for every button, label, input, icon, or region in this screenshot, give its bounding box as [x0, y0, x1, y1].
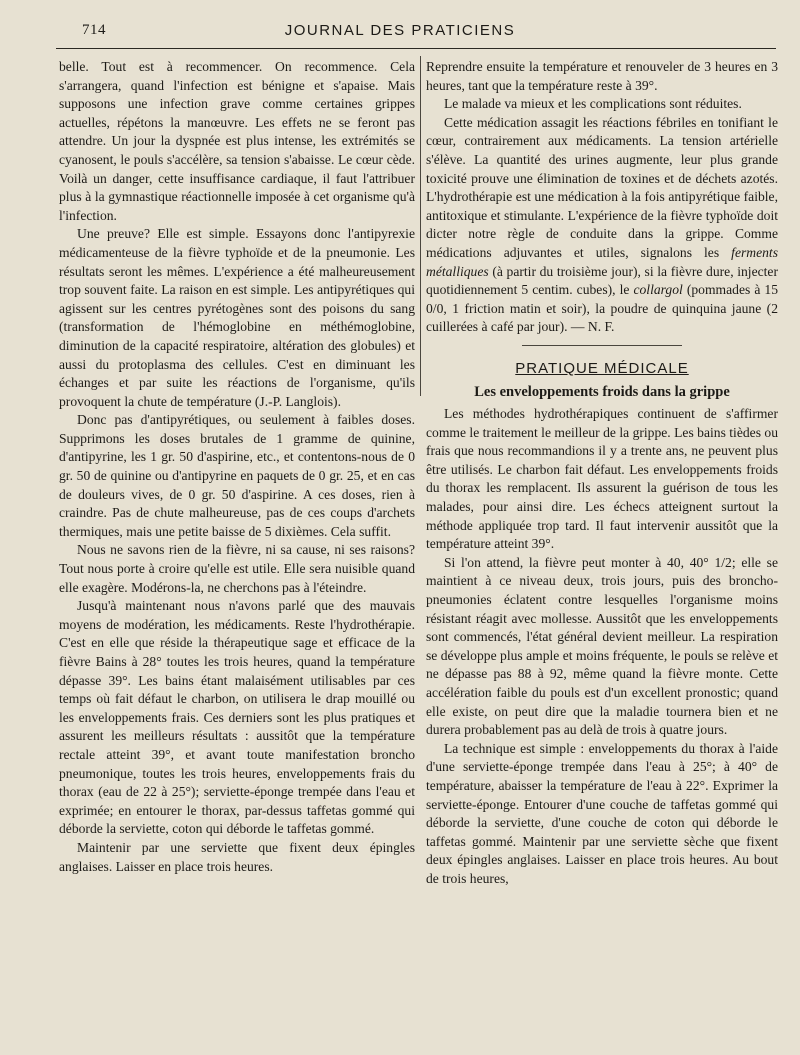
column-divider	[420, 56, 421, 396]
paragraph: Donc pas d'antipyrétiques, ou seulement à faibles doses. Supprimons les doses brutales de 1 gramme de quinine, d'antipyrine, les 1 gr. 50 d'aspirine, etc., et contentons-nous de 0 gr. 50 de quinine ou d'antipyrine en paquets de 0 gr. 25, et en cas de douleurs vives, de 0 gr. 50 d'aspirine. A ces doses, rien à craindre. Pas de chute malheureuse, pas de ces coups d'archets thermiques, mais une petite baisse de 5 dixièmes. Cela suffit.	[59, 412, 415, 539]
paragraph: La technique est simple : enveloppements du thorax à l'aide d'une serviette-éponge trempée dans l'eau à 25°; à 40° de température, abaisser la température de l'eau à 22°. Exprimer la serviette-éponge. Entourer d'une couche de taffetas gommé qui déborde la serviette, d'une couche de coton qui déborde le taffetas gommé. Maintenir par une serviette sèche que fixent deux épingles anglaises. Laisser en place trois heures. Au bout de trois heures,	[426, 740, 778, 886]
italic-term: ferments métalliques	[426, 244, 778, 279]
running-title: JOURNAL DES PRATICIENS	[284, 22, 516, 39]
paragraph-text: (pommades à 15 0/0, 1 friction matin et soir), la poudre de quinquina jaune (2 cuillerées à café par jour). — N. F.	[426, 282, 778, 335]
article-title: Les enveloppements froids dans la grippe	[474, 383, 730, 400]
paragraph: Jusqu'à maintenant nous n'avons parlé que des mauvais moyens de modération, les médicaments. Reste l'hydrothérapie. C'est en elle que réside la thérapeutique sage et efficace de la fièvre Bains à 28° toutes les trois heures, quand la température dépasse 39°. Les bains étant malaisément utilisables par ces temps où fait défaut le charbon, on utilisera le drap mouillé ou les enveloppements frais. Ces derniers sont les plus pratiques et assurent les meilleurs résultats : aussitôt que la température rectale atteint 39°, et avant toute manifestation broncho pneumonique, toutes les trois heures, enveloppements frais du thorax (eau de 22 à 25°); serviette-éponge trempée dans l'eau et exprimée; en entourer le thorax, par-dessus taffetas gommé qui déborde la serviette, coton qui déborde le taffetas gommé.	[59, 598, 415, 837]
paragraph-text: (à partir du troisième jour), si la fièvre dure, injecter quotidiennement 5 centim. cubes), le	[426, 263, 778, 298]
section-divider	[522, 345, 682, 346]
page-number: 714	[82, 22, 106, 38]
left-column	[59, 58, 415, 876]
italic-term: collargol	[633, 282, 683, 298]
paragraph: Une preuve? Elle est simple. Essayons donc l'antipyrexie médicamenteuse de la fièvre typhoïde et de la pneumonie. Les résultats seront les mêmes. L'expérience a été malheureusement trop souvent faite. La raison en est simple. Les antipyrétiques qui agissent sur les centres pyrétogènes sont des poisons du sang (transformation de l'hémoglobine en méthémoglobine, diminution de la capacité respiratoire, altération des globules) et aussi du protoplasma des cellules. C'est en diminuant les échanges et par suite les réactions de l'organisme, qu'ils provoquent la chute de température (J.-P. Langlois).	[59, 226, 415, 409]
paragraph: Le malade va mieux et les complications sont réduites.	[444, 96, 742, 112]
section-title: PRATIQUE MÉDICALE	[515, 359, 689, 377]
medication-paragraph	[426, 114, 778, 337]
header-rule	[56, 48, 776, 49]
page-header	[0, 22, 800, 46]
paragraph: Les méthodes hydrothérapiques continuent de s'affirmer comme le traitement le meilleur de la grippe. Les bains tièdes ou frais que nous recommandions il y a trente ans, ne peuvent plus être utilisés. Le charbon fait défaut. Les enveloppements froids du thorax les remplacent. Ils assurent la guérison de tous les malades, pour ainsi dire. Les échecs atteignent surtout la méthode appliquée trop tard. Il faut intervenir aussitôt que la température atteint 39°.	[426, 406, 778, 552]
paragraph: Si l'on attend, la fièvre peut monter à 40, 40° 1/2; elle se maintient à ce niveau deux, trois jours, puis des broncho-pneumonies éclatent contre lesquelles l'organisme moins résistant réagit avec mollesse. Aussitôt que les enveloppements sont commencés, l'état général devient meilleur. La respiration se développe plus ample et moins fréquente, le pouls se relève et ne dépasse pas 88 à 92, même quand la fièvre monte. Cette accélération faible du pouls est d'un excellent pronostic; quand elle existe, on peut dire que la maladie tournera bien et ne durera probablement pas au delà de trois à quatre jours.	[426, 554, 778, 738]
paragraph: Nous ne savons rien de la fièvre, ni sa cause, ni ses raisons? Tout nous porte à croire qu'elle est utile. Elle sera nuisible quand elle exagère. Modérons-la, ne cherchons pas à l'éteindre.	[59, 542, 415, 595]
paragraph: belle. Tout est à recommencer. On recommence. Cela s'arrangera, quand l'infection est bénigne et s'apaise. Mais supposons une infection grave comme certaines grippes actuelles, répétons la manœuvre. Les effets ne se feront pas attendre. Un jour la dyspnée est plus intense, les extrémités se cyanosent, le pouls s'accélère, sa tension s'abaisse. Le cœur cède. Voilà un danger, cette insuffisance cardiaque, il faut l'attribuer plus à la gymnastique réactionnelle imposée à cet organisme qu'à l'infection.	[59, 59, 415, 223]
paragraph: Reprendre ensuite la température et renouveler de 3 heures en 3 heures, tant que la température reste à 39°.	[426, 59, 778, 93]
paragraph: Maintenir par une serviette que fixent deux épingles anglaises. Laisser en place trois heures.	[59, 839, 415, 874]
paragraph-text: Cette médication assagit les réactions fébriles en tonifiant le cœur, contrairement aux médicaments. La tension artérielle s'élève. La quantité des urines augmente, leur plus grande toxicité prouve une élimination de toxines et de déchets azotés. L'hydrothérapie est une médication à la fois antipyrétique faible, antitoxique et stimulante. L'expérience de la fièvre typhoïde doit dicter notre règle de conduite dans la grippe. Comme médications adjuvantes et utiles, signalons les	[426, 114, 778, 260]
right-column	[426, 58, 778, 889]
